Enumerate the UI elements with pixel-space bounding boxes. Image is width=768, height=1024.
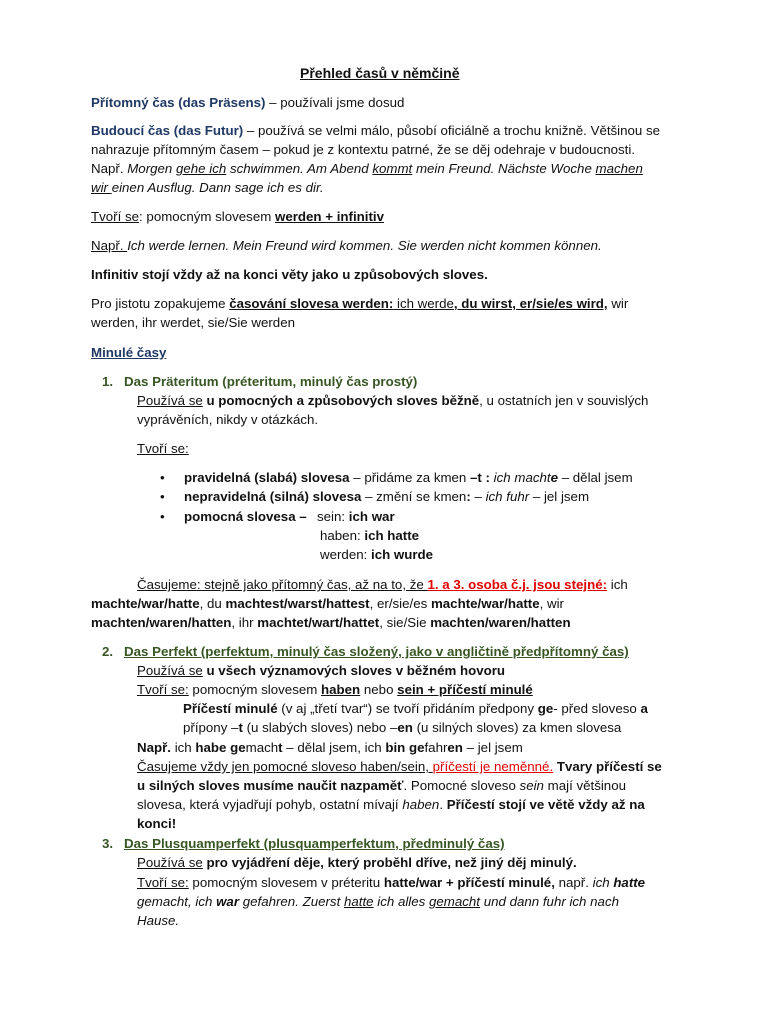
cas3-d: , sie/Sie — [379, 615, 431, 630]
bullet-icon: • — [160, 470, 165, 485]
bullet-icon: • — [160, 489, 165, 504]
futur-text-1: – používá se velmi málo, působí oficiálně a trochu knižně. Většinou se — [243, 123, 661, 138]
sein-form: ich war — [348, 509, 395, 524]
perf-l3d: - před sloveso — [553, 701, 641, 716]
bw-e: e — [550, 470, 558, 485]
perfekt-heading: Das Perfekt (perfektum, minulý čas složený, jako v angličtině předpřítomný čas) — [124, 644, 629, 659]
cas3-a: machten/waren/hatten — [91, 615, 232, 630]
perf-l3a: Příčestí minulé — [183, 701, 278, 716]
pq-l2f: hatte — [613, 875, 646, 890]
perf-l8a: slovesa, která vyjadřují pohyb, ostatní mívají — [137, 797, 403, 812]
minule-heading: Minulé časy — [91, 345, 167, 360]
praesens-heading: Přítomný čas (das Präsens) — [91, 95, 266, 110]
plusquam-line-3 — [137, 893, 619, 911]
perf-l6a: Časujeme vždy jen pomocné sloveso haben/sein, — [137, 759, 433, 774]
perfekt-line-8 — [137, 796, 645, 814]
perfekt-line-5 — [137, 739, 523, 757]
cas2-f: , wir — [539, 596, 564, 611]
perf-l1b: u všech významových sloves v běžném hovoru — [202, 663, 506, 678]
werden-line-1 — [91, 295, 628, 313]
werden-l1e: wir — [607, 296, 629, 311]
perf-l8c: . — [439, 797, 447, 812]
perf-l3e: a — [640, 701, 648, 716]
praeteritum-cas-line-1 — [137, 576, 628, 594]
perf-l5a: Např. — [137, 740, 171, 755]
werden-l1b: časování slovesa werden: — [229, 296, 394, 311]
plusquam-line-1 — [137, 854, 577, 872]
praet-l1c: , u ostatních jen v souvislých — [479, 393, 649, 408]
perf-l2d: nebo — [360, 682, 398, 697]
praesens-paragraph — [91, 94, 404, 112]
perf-l5i: en — [447, 740, 463, 755]
bullet-icon: • — [160, 509, 165, 524]
page-title: Přehled časů v němčině — [300, 65, 460, 81]
futur-line-1 — [91, 122, 660, 140]
pq-l3c: war — [216, 894, 240, 909]
perf-l2b: pomocným slovesem — [188, 682, 322, 697]
perf-l4c: (u slabých sloves) nebo – — [242, 720, 398, 735]
praeteritum-line-1 — [137, 392, 648, 410]
perfekt-line-1 — [137, 662, 505, 680]
bw-d: ich macht — [489, 470, 551, 485]
futur-l3c: gehe ich — [176, 161, 227, 176]
pq-l3d: gefahren. Zuerst — [239, 894, 344, 909]
example-text: Ich werde lernen. Mein Freund wird kommen. Sie werden nicht kommen können. — [127, 238, 602, 253]
futur-line-3 — [91, 160, 643, 178]
perf-l1a: Používá se — [137, 663, 203, 678]
perf-l5b: ich — [171, 740, 196, 755]
perf-l7c: sein — [519, 778, 544, 793]
praeteritum-heading: Das Präteritum (préteritum, minulý čas prostý) — [124, 374, 418, 389]
futur-line-2: nahrazuje přítomným časem – pokud je z kontextu patrné, že se děj odehraje v budoucnosti. — [91, 142, 636, 157]
perf-l2a: Tvoří se: — [137, 682, 189, 697]
pq-l1b: pro vyjádření děje, který proběhl dříve, než jiný děj minulý. — [202, 855, 577, 870]
perf-l6c: Tvary příčestí se — [553, 759, 662, 774]
perf-l5d: mach — [245, 740, 279, 755]
perf-l4d: en — [397, 720, 413, 735]
futur-tvori-line — [91, 208, 384, 226]
futur-l3e: kommt — [372, 161, 413, 176]
praeteritum-number: 1. — [102, 374, 114, 389]
pq-l2b: pomocným slovesem v préteritu — [188, 875, 384, 890]
praeteritum-line-2: vyprávěních, nikdy v otázkách. — [137, 412, 319, 427]
futur-l3b: Morgen — [127, 161, 176, 176]
werden-l1d: , du wirst, er/sie/es wird, — [453, 296, 608, 311]
plusquam-number: 3. — [102, 836, 114, 851]
pq-l2c: hatte/war + příčestí minulé, — [383, 875, 555, 890]
werden-label: werden: — [320, 547, 371, 562]
bs-f: – jel jsem — [529, 489, 590, 504]
cas2-e: machte/war/hatte — [430, 596, 540, 611]
cas3-b: , ihr — [231, 615, 258, 630]
bw-a: pravidelná (slabá) slovesa — [184, 470, 350, 485]
perfekt-line-7 — [137, 777, 626, 795]
plusquam-line-4: Hause. — [137, 913, 180, 928]
werden-line-2: werden, ihr werdet, sie/Sie werden — [91, 315, 295, 330]
cas1-a: Časujeme: stejně jako přítomný čas, až na to, že — [137, 577, 428, 592]
pq-l2d: např. — [554, 875, 593, 890]
futur-l4a: wir — [91, 180, 112, 195]
bs-c: : — [466, 489, 471, 504]
plusquam-line-2 — [137, 874, 645, 892]
praet-l1b: u pomocných a způsobových sloves běžně — [202, 393, 480, 408]
perf-l5j: – jel jsem — [462, 740, 523, 755]
aux-sein — [317, 508, 395, 526]
futur-example-line — [91, 237, 602, 255]
perf-l5e: t — [278, 740, 283, 755]
bs-b: – změní se kmen — [361, 489, 467, 504]
perf-l5h: fahr — [424, 740, 448, 755]
perf-l3b: (v aj „třetí tvar“) se tvoří přidáním předpony — [277, 701, 538, 716]
perf-l7a: u silných sloves musíme naučit nazpaměť — [137, 778, 404, 793]
cas2-b: , du — [199, 596, 226, 611]
bs-a: nepravidelná (silná) slovesa — [184, 489, 362, 504]
cas3-c: machtet/wart/hattet — [257, 615, 380, 630]
futur-l3a: Např. — [91, 161, 128, 176]
futur-l3f: mein Freund. Nächste Woche — [412, 161, 596, 176]
perf-l8b: haben — [402, 797, 440, 812]
futur-l4b: einen Ausflug. Dann sage ich es dir. — [111, 180, 324, 195]
cas2-d: , er/sie/es — [369, 596, 431, 611]
praeteritum-cas-line-3 — [91, 614, 571, 632]
perfekt-line-2 — [137, 681, 533, 699]
bw-c: –t : — [470, 470, 490, 485]
perf-l5f: – dělal jsem, ich — [282, 740, 386, 755]
bullet-aux-verbs: pomocná slovesa – — [184, 509, 307, 524]
cas2-c: machtest/warst/hattest — [225, 596, 370, 611]
futur-line-4 — [91, 179, 324, 197]
perf-l8d: Příčestí stojí ve větě vždy až na — [446, 797, 645, 812]
praeteritum-tvori: Tvoří se: — [137, 441, 189, 456]
bw-b: – přidáme za kmen — [349, 470, 471, 485]
werden-l1c: ich werde — [393, 296, 454, 311]
perf-l6b: příčestí je neměnné. — [432, 759, 554, 774]
cas3-e: machten/waren/hatten — [430, 615, 571, 630]
sein-label: sein: — [317, 509, 349, 524]
perf-l2c: haben — [321, 682, 361, 697]
futur-heading: Budoucí čas (das Futur) — [91, 123, 244, 138]
pq-l3g: gemacht — [429, 894, 480, 909]
bullet-strong-verbs — [184, 488, 589, 506]
perf-l3c: ge — [537, 701, 554, 716]
aux-haben — [320, 527, 419, 545]
pq-l3h: und dann fuhr ich nach — [480, 894, 619, 909]
werden-l1a: Pro jistotu zopakujeme — [91, 296, 230, 311]
pq-l3e: hatte — [343, 894, 374, 909]
perf-l7b: . Pomocné sloveso — [403, 778, 520, 793]
perfekt-line-9: konci! — [137, 816, 177, 831]
haben-form: ich hatte — [364, 528, 420, 543]
cas2-a: machte/war/hatte — [91, 596, 200, 611]
aux-werden — [320, 546, 433, 564]
pq-l2e: ich — [592, 875, 614, 890]
perf-l7d: mají většinou — [543, 778, 626, 793]
plusquam-heading: Das Plusquamperfekt (plusquamperfektum, předminulý čas) — [124, 836, 505, 851]
tvori-bold: werden + infinitiv — [275, 209, 384, 224]
praeteritum-cas-line-2 — [91, 595, 564, 613]
bullet-weak-verbs — [184, 469, 633, 487]
futur-l3d: schwimmen. Am Abend — [226, 161, 373, 176]
werden-form: ich wurde — [371, 547, 434, 562]
pq-l3f: ich alles — [373, 894, 429, 909]
perf-l2e: sein + příčestí minulé — [397, 682, 533, 697]
perfekt-number: 2. — [102, 644, 114, 659]
infinitiv-note: Infinitiv stojí vždy až na konci věty jako u způsobových sloves. — [91, 267, 488, 282]
perf-l5c: habe ge — [195, 740, 246, 755]
pq-l1a: Používá se — [137, 855, 203, 870]
futur-l3g: machen — [595, 161, 643, 176]
cas1-b: 1. a 3. osoba č.j. jsou stejné: — [427, 577, 608, 592]
praesens-text: – používali jsme dosud — [265, 95, 405, 110]
pq-l3b: , ich — [188, 894, 217, 909]
bs-d: – — [470, 489, 486, 504]
cas1-c: ich — [607, 577, 628, 592]
pq-l3a: gemacht — [137, 894, 188, 909]
haben-label: haben: — [320, 528, 365, 543]
example-label: Např. — [91, 238, 128, 253]
perf-l4b: t — [238, 720, 243, 735]
perf-l5g: bin ge — [385, 740, 425, 755]
bw-f: – dělal jsem — [558, 470, 633, 485]
bs-e: ich fuhr — [485, 489, 530, 504]
perfekt-line-4 — [183, 719, 621, 737]
perfekt-line-3 — [183, 700, 648, 718]
tvori-text: : pomocným slovesem — [139, 209, 275, 224]
perf-l4e: (u silných sloves) za kmen slovesa — [412, 720, 622, 735]
perfekt-line-6 — [137, 758, 662, 776]
praet-l1a: Používá se — [137, 393, 203, 408]
tvori-label: Tvoří se — [91, 209, 140, 224]
pq-l2a: Tvoří se: — [137, 875, 189, 890]
perf-l4a: přípony – — [183, 720, 239, 735]
